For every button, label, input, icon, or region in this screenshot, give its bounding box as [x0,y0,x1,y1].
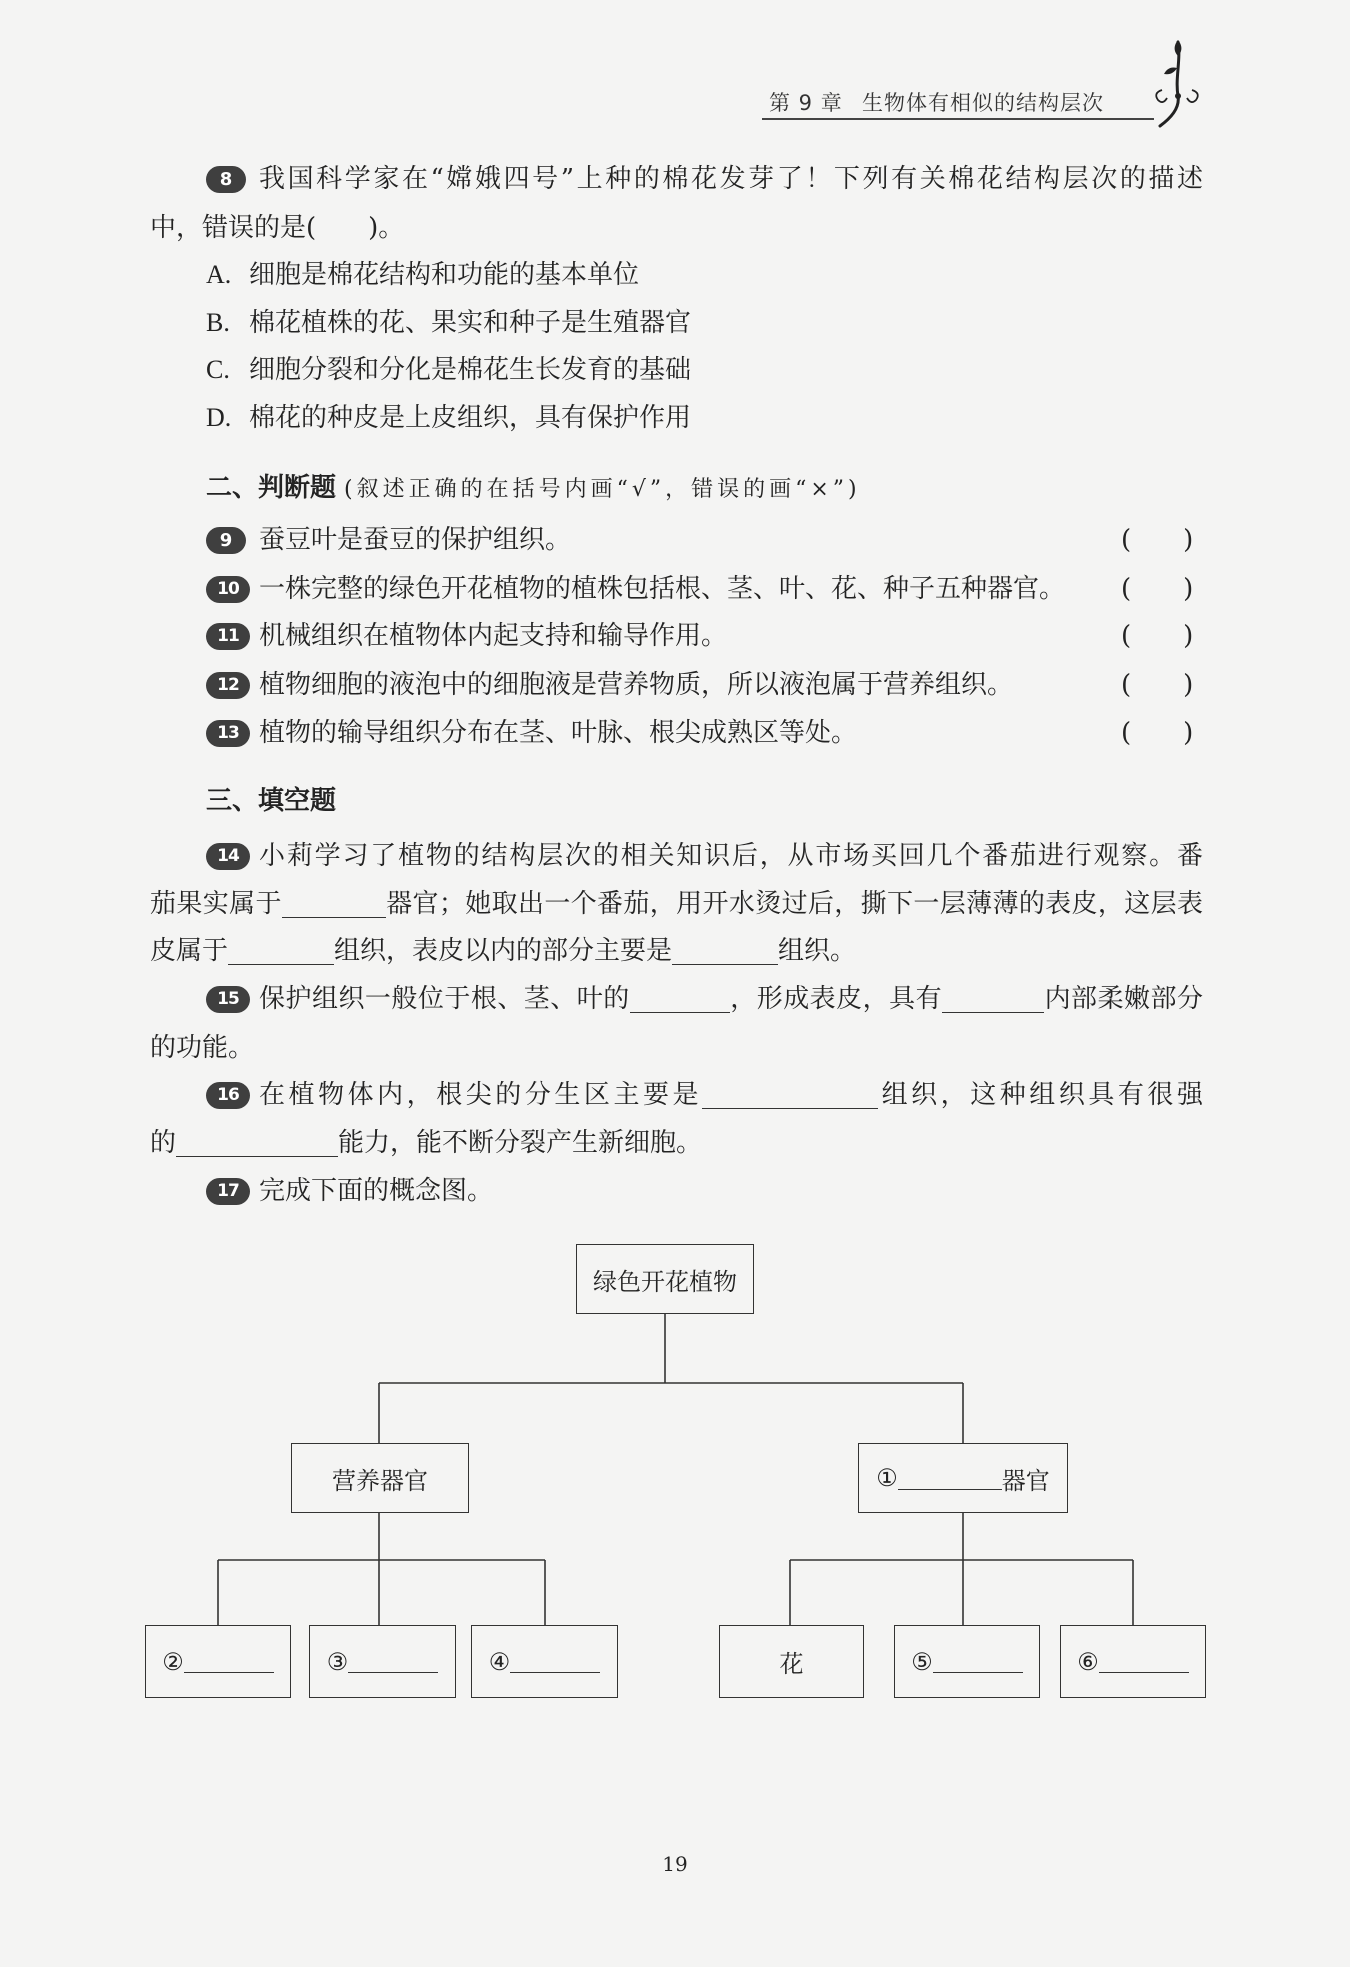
judgment-statement: 机械组织在植物体内起支持和输导作用。 [259,621,728,651]
option-text: 细胞是棉花结构和功能的基本单位 [249,260,640,290]
concept-box-vegetative-organs: 营养器官 [291,1443,469,1513]
option-text: 棉花植株的花、果实和种子是生殖器官 [249,308,692,338]
question-number-badge: 9 [206,527,246,554]
concept-box-leaf-3 [309,1625,456,1698]
answer-blank [672,938,778,965]
question-number-badge: 15 [206,986,250,1013]
section-title: 二、判断题 [206,473,337,503]
q8-option-b [206,303,691,343]
concept-box-leaf-2 [145,1625,291,1698]
question-number-badge: 8 [206,166,246,193]
q16-line-1 [259,1075,1203,1115]
option-text: 细胞分裂和分化是棉花生长发育的基础 [249,355,692,385]
chapter-title: 生物体有相似的结构层次 [862,91,1104,115]
answer-blank [176,1130,338,1157]
text-segment: 组织。 [778,936,857,966]
text-segment: ，形成表皮，具有 [729,984,943,1014]
option-text: 棉花的种皮是上皮组织，具有保护作用 [249,403,692,433]
box-suffix: 器官 [1001,1466,1050,1495]
text-segment: 器官；她取出一个番茄，用开水烫过后，撕下一层薄薄的表皮，这层表 [385,889,1203,919]
concept-box-flower: 花 [719,1625,864,1698]
question-number-badge: 16 [206,1082,250,1109]
flower-sprig-icon [1140,38,1210,130]
blank-mark: ② [162,1647,184,1676]
question-number-badge: 11 [206,623,250,650]
header-rule [762,118,1154,120]
concept-box-reproductive-organs [858,1443,1068,1513]
question-number-badge: 12 [206,672,250,699]
answer-blank [933,1650,1023,1673]
q15-line-1 [259,979,1203,1019]
judgment-statement: 蚕豆叶是蚕豆的保护组织。 [259,525,572,555]
concept-box-root: 绿色开花植物 [576,1244,754,1314]
q8-option-a [206,255,639,295]
answer-parentheses: ( ) [1121,718,1194,748]
blank-mark: ① [876,1464,898,1492]
question-number-badge: 13 [206,720,250,747]
answer-blank [702,1082,878,1109]
blank-mark: ③ [326,1647,349,1676]
question-number-badge: 17 [206,1178,250,1205]
section-instructions: (叙述正确的在括号内画“√”，错误的画“×”) [344,477,861,502]
q17-text: 完成下面的概念图。 [259,1176,494,1206]
q8-option-c [206,350,691,390]
section-heading-judgment [206,468,861,508]
option-label: D. [206,403,232,432]
concept-box-leaf-5 [894,1625,1040,1698]
chapter-label: 第 9 章 [769,91,843,115]
option-label: A. [206,260,232,289]
section-heading-fill-in: 三、填空题 [206,786,337,816]
answer-parentheses: ( ) [1121,670,1194,700]
answer-parentheses: ( ) [1121,525,1194,555]
answer-blank [348,1650,438,1673]
concept-box-leaf-6 [1060,1625,1206,1698]
blank-mark: ⑥ [1077,1647,1099,1676]
q8-option-d [206,398,691,438]
text-segment: 组织，表皮以内的部分主要是 [334,936,673,966]
option-label: C. [206,355,230,384]
blank-mark: ⑤ [911,1647,933,1676]
q14-line-3 [150,931,856,971]
answer-blank [228,938,334,965]
q14-line-1: 小莉学习了植物的结构层次的相关知识后，从市场买回几个番茄进行观察。番 [259,841,1203,871]
text-segment: 组织，这种组织具有很强 [878,1080,1203,1110]
answer-blank [630,986,730,1013]
text-segment: 皮属于 [150,936,229,966]
answer-blank [942,986,1044,1013]
judgment-statement: 植物细胞的液泡中的细胞液是营养物质，所以液泡属于营养组织。 [259,670,1014,700]
blank-mark: ④ [488,1647,511,1676]
q14-line-2 [150,884,1203,924]
judgment-statement: 植物的输导组织分布在茎、叶脉、根尖成熟区等处。 [259,718,858,748]
page-number: 19 [662,1852,688,1876]
answer-blank [510,1650,600,1673]
judgment-statement: 一株完整的绿色开花植物的植株包括根、茎、叶、花、种子五种器官。 [259,574,1066,604]
answer-blank [282,891,386,918]
q8-stem-line-2: 中，错误的是( )。 [150,213,405,243]
text-segment: 内部柔嫩部分 [1044,984,1203,1014]
answer-blank [1099,1650,1189,1673]
q8-stem-line-1: 我国科学家在“嫦娥四号”上种的棉花发芽了！下列有关棉花结构层次的描述 [259,164,1203,194]
option-label: B. [206,308,230,337]
answer-parentheses: ( ) [1121,621,1194,651]
question-number-badge: 14 [206,843,250,870]
text-segment: 在植物体内，根尖的分生区主要是 [259,1080,703,1110]
q15-line-2: 的功能。 [150,1033,255,1063]
q16-line-2 [150,1123,702,1163]
question-number-badge: 10 [206,576,250,603]
text-segment: 的 [150,1128,177,1158]
answer-parentheses: ( ) [1121,574,1194,604]
answer-blank [184,1650,274,1673]
text-segment: 保护组织一般位于根、茎、叶的 [259,984,630,1014]
answer-blank [898,1467,1002,1490]
text-segment: 茄果实属于 [150,889,282,919]
text-segment: 能力，能不断分裂产生新细胞。 [338,1128,703,1158]
concept-box-leaf-4 [471,1625,618,1698]
